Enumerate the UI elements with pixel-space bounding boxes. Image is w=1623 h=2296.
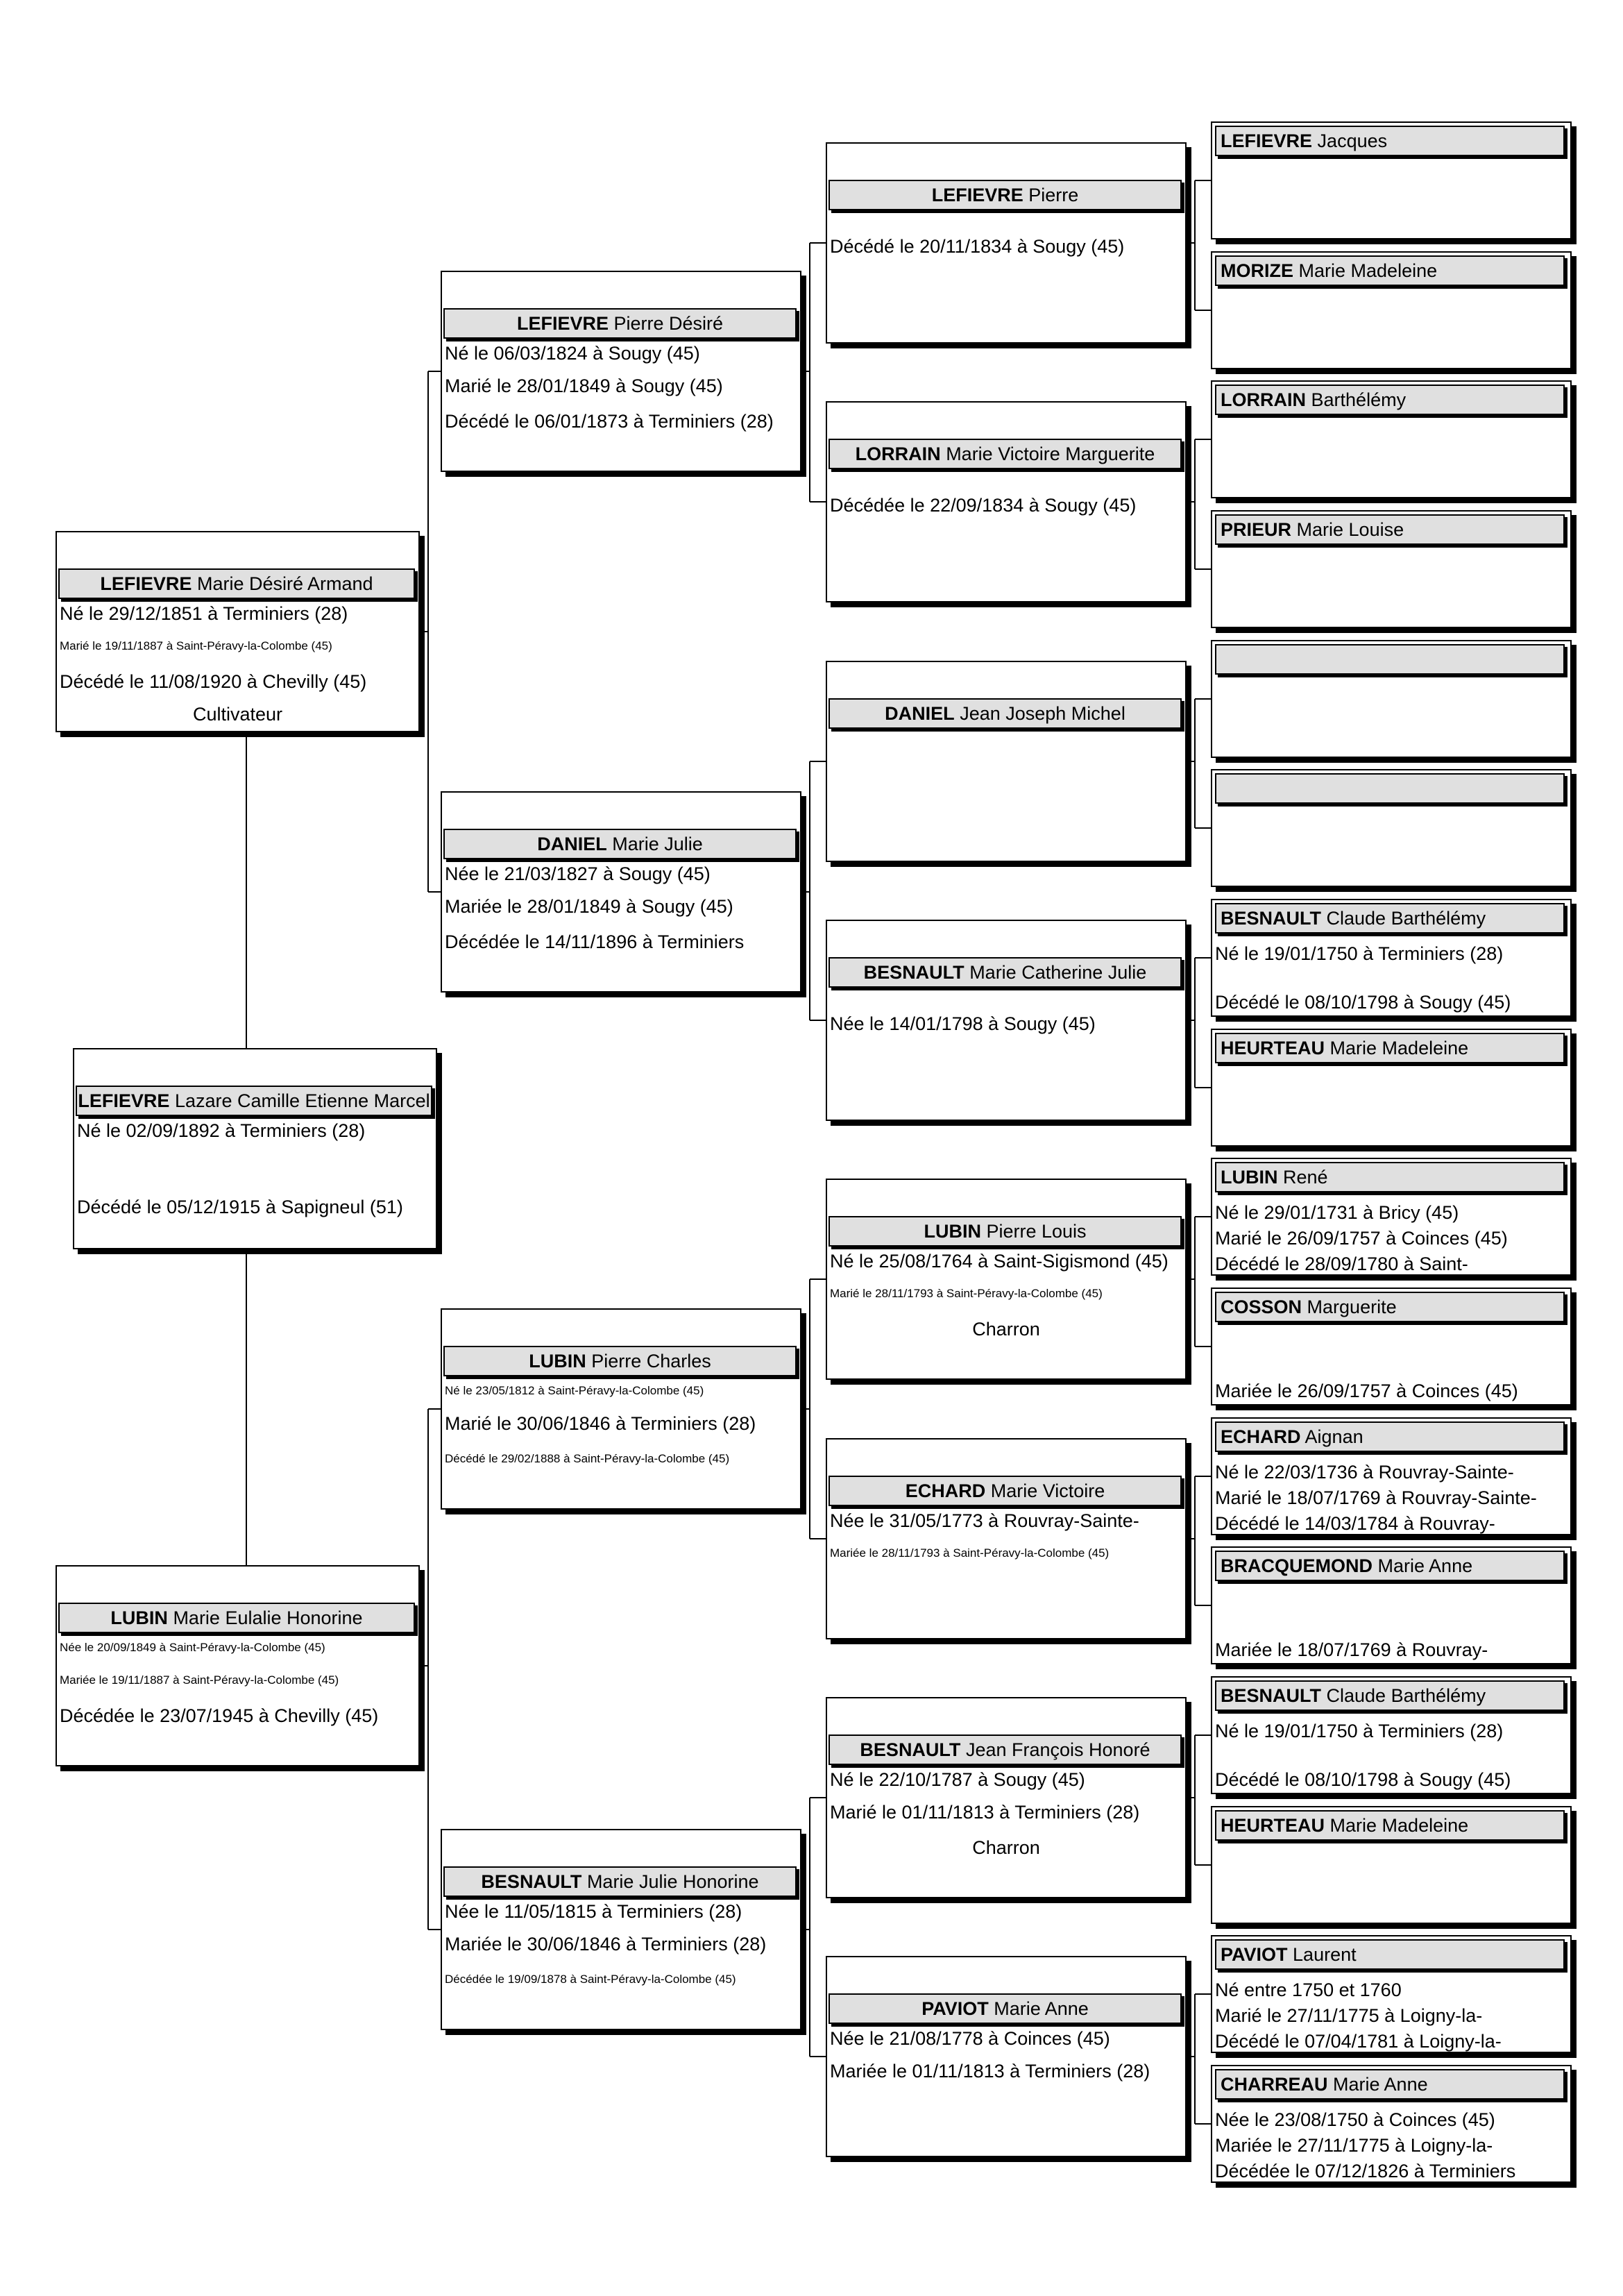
person-name (829, 1993, 1182, 2024)
person-box (1211, 251, 1572, 369)
person-name (1215, 1421, 1565, 1452)
person-name (1215, 903, 1565, 934)
life-event: Née le 23/08/1750 à Coinces (45) (1215, 2109, 1495, 2130)
surname: PAVIOT (1221, 1944, 1288, 1965)
given-names: René (1283, 1167, 1328, 1188)
life-event: Né le 19/01/1750 à Terminiers (28) (1215, 1721, 1504, 1741)
given-names: Marie Julie Honorine (586, 1871, 759, 1892)
given-names: Pierre (1028, 185, 1079, 205)
life-event: Née le 21/08/1778 à Coinces (45) (830, 2028, 1110, 2049)
surname: PRIEUR (1221, 519, 1292, 540)
person-box (73, 1048, 437, 1249)
person-box (1211, 640, 1572, 758)
person-name (1215, 1680, 1565, 1711)
life-event: Née le 21/03/1827 à Sougy (45) (445, 863, 711, 884)
person-box (1211, 1029, 1572, 1147)
person-box (1211, 1158, 1572, 1276)
life-event: Charron (972, 1837, 1040, 1858)
person-box (1211, 899, 1572, 1017)
person-name (1215, 126, 1565, 156)
given-names: Marie Catherine Julie (969, 962, 1147, 983)
surname: LUBIN (110, 1607, 168, 1628)
person-box (441, 1308, 801, 1510)
given-names: Marie Anne (1333, 2074, 1428, 2095)
life-event: Décédé le 29/02/1888 à Saint-Péravy-la-Colombe (45) (445, 1452, 730, 1465)
life-event: Né le 22/03/1736 à Rouvray-Sainte- (1215, 1462, 1514, 1483)
person-name (443, 308, 797, 339)
life-event: Mariée le 01/11/1813 à Terminiers (28) (830, 2061, 1150, 2082)
life-event: Décédée le 14/11/1896 à Terminiers (445, 931, 745, 952)
surname: LEFIEVRE (78, 1090, 170, 1111)
person-name (1215, 1939, 1565, 1970)
person-box (826, 401, 1187, 602)
given-names: Pierre Louis (986, 1221, 1087, 1242)
given-names: Marie Louise (1296, 519, 1404, 540)
person-box (826, 1956, 1187, 2157)
person-name (1215, 644, 1565, 675)
surname: HEURTEAU (1221, 1038, 1325, 1058)
person-name (829, 439, 1182, 469)
surname: BESNAULT (1221, 908, 1321, 929)
given-names: Marie Eulalie Honorine (173, 1607, 363, 1628)
given-names: Marie Désiré Armand (196, 573, 373, 594)
person-box (441, 791, 801, 993)
life-event: Né le 22/10/1787 à Sougy (45) (830, 1769, 1085, 1790)
life-event: Marié le 26/09/1757 à Coinces (45) (1215, 1228, 1508, 1249)
person-box (826, 1438, 1187, 1639)
person-box (1211, 1935, 1572, 2053)
life-event: Décédée le 19/09/1878 à Saint-Péravy-la-Colombe (45) (445, 1973, 736, 1986)
person-name (829, 1476, 1182, 1506)
life-event: Mariée le 28/11/1793 à Saint-Péravy-la-Colombe (45) (830, 1546, 1110, 1560)
given-names: Marie Madeleine (1298, 260, 1438, 281)
given-names: Marguerite (1307, 1297, 1397, 1317)
given-names: Aignan (1305, 1426, 1363, 1447)
surname: LORRAIN (1221, 389, 1306, 410)
given-names: Lazare Camille Etienne Marcel (174, 1090, 430, 1111)
surname: BESNAULT (1221, 1685, 1321, 1706)
life-event: Décédé le 28/09/1780 à Saint- (1215, 1253, 1468, 1274)
life-event: Né le 23/05/1812 à Saint-Péravy-la-Colombe (45) (445, 1384, 704, 1397)
life-event: Marié le 27/11/1775 à Loigny-la- (1215, 2005, 1483, 2026)
person-name (1215, 1810, 1565, 1841)
given-names: Jean François Honoré (965, 1739, 1150, 1760)
person-name (829, 698, 1182, 729)
given-names: Pierre Charles (591, 1351, 711, 1371)
person-name (1215, 1033, 1565, 1063)
life-event: Décédé le 07/04/1781 à Loigny-la- (1215, 2031, 1502, 2052)
person-box (1211, 380, 1572, 498)
life-event: Décédé le 08/10/1798 à Sougy (45) (1215, 992, 1511, 1013)
life-event: Née le 31/05/1773 à Rouvray-Sainte- (830, 1510, 1139, 1531)
surname: ECHARD (905, 1480, 986, 1501)
person-name (1215, 385, 1565, 415)
given-names: Marie Anne (994, 1998, 1089, 2019)
person-name (1215, 1551, 1565, 1581)
given-names: Jacques (1317, 130, 1388, 151)
person-box (1211, 510, 1572, 628)
life-event: Décédé le 06/01/1873 à Terminiers (28) (445, 411, 774, 432)
surname: LEFIEVRE (100, 573, 192, 594)
given-names: Claude Barthélémy (1326, 908, 1486, 929)
person-box (56, 531, 420, 732)
surname: PAVIOT (921, 1998, 989, 2019)
life-event: Décédé le 05/12/1915 à Sapigneul (51) (77, 1197, 403, 1217)
person-box (826, 920, 1187, 1121)
person-name (58, 1603, 415, 1633)
surname: LUBIN (529, 1351, 586, 1371)
person-name (829, 1734, 1182, 1765)
life-event: Décédée le 23/07/1945 à Chevilly (45) (60, 1705, 379, 1726)
surname: LEFIEVRE (1221, 130, 1313, 151)
person-box (826, 1697, 1187, 1898)
given-names: Barthélémy (1311, 389, 1407, 410)
person-box (1211, 2065, 1572, 2183)
life-event: Née le 11/05/1815 à Terminiers (28) (445, 1901, 742, 1922)
person-box (56, 1565, 420, 1766)
surname: HEURTEAU (1221, 1815, 1325, 1836)
person-box (826, 142, 1187, 344)
life-event: Cultivateur (192, 704, 283, 725)
life-event: Décédée le 22/09/1834 à Sougy (45) (830, 494, 1137, 516)
life-event: Né le 29/01/1731 à Bricy (45) (1215, 1202, 1459, 1223)
surname: BESNAULT (481, 1871, 582, 1892)
person-name (829, 957, 1182, 988)
person-name (76, 1086, 432, 1116)
life-event: Marié le 19/11/1887 à Saint-Péravy-la-Colombe (45) (60, 639, 332, 652)
surname: LUBIN (924, 1221, 981, 1242)
surname: CHARREAU (1221, 2074, 1328, 2095)
person-box (826, 661, 1187, 862)
person-box (1211, 1417, 1572, 1535)
given-names: Laurent (1293, 1944, 1357, 1965)
life-event: Né le 29/12/1851 à Terminiers (28) (60, 603, 348, 624)
person-name (1215, 2069, 1565, 2100)
surname: DANIEL (537, 834, 607, 854)
life-event: Mariée le 28/01/1849 à Sougy (45) (445, 896, 733, 917)
life-event: Mariée le 27/11/1775 à Loigny-la- (1215, 2135, 1493, 2156)
person-box (1211, 769, 1572, 887)
person-name (58, 568, 415, 599)
given-names: Marie Victoire (990, 1480, 1105, 1501)
person-name (1215, 514, 1565, 545)
given-names: Marie Madeleine (1329, 1038, 1469, 1058)
person-name (829, 1216, 1182, 1247)
person-name (1215, 773, 1565, 804)
person-box (1211, 1806, 1572, 1924)
surname: ECHARD (1221, 1426, 1301, 1447)
life-event: Mariée le 19/11/1887 à Saint-Péravy-la-Colombe (45) (60, 1673, 339, 1687)
surname: LORRAIN (855, 444, 941, 464)
given-names: Marie Julie (612, 834, 703, 854)
person-name (1215, 255, 1565, 286)
surname: BESNAULT (860, 1739, 961, 1760)
life-event: Décédée le 07/12/1826 à Terminiers (1215, 2161, 1516, 2181)
given-names: Marie Anne (1377, 1555, 1473, 1576)
surname: BRACQUEMOND (1221, 1555, 1373, 1576)
surname: LEFIEVRE (516, 313, 609, 334)
life-event: Marié le 01/11/1813 à Terminiers (28) (830, 1802, 1140, 1823)
life-event: Mariée le 26/09/1757 à Coinces (45) (1215, 1381, 1518, 1401)
life-event: Né le 19/01/1750 à Terminiers (28) (1215, 943, 1504, 964)
life-event: Né le 25/08/1764 à Saint-Sigismond (45) (830, 1251, 1169, 1272)
given-names: Jean Joseph Michel (960, 703, 1125, 724)
person-box (1211, 1288, 1572, 1406)
life-event: Charron (972, 1319, 1040, 1340)
life-event: Marié le 30/06/1846 à Terminiers (28) (445, 1413, 756, 1434)
surname: LEFIEVRE (931, 185, 1023, 205)
life-event: Née le 20/09/1849 à Saint-Péravy-la-Colombe (45) (60, 1641, 325, 1654)
life-event: Mariée le 18/07/1769 à Rouvray- (1215, 1639, 1488, 1660)
given-names: Marie Victoire Marguerite (946, 444, 1155, 464)
person-box (1211, 1676, 1572, 1794)
life-event: Marié le 28/11/1793 à Saint-Péravy-la-Colombe (45) (830, 1287, 1103, 1300)
life-event: Décédé le 08/10/1798 à Sougy (45) (1215, 1769, 1511, 1790)
person-name (1215, 1292, 1565, 1322)
surname: BESNAULT (863, 962, 965, 983)
life-event: Né entre 1750 et 1760 (1215, 1980, 1402, 2000)
person-name (443, 1866, 797, 1897)
life-event: Décédé le 14/03/1784 à Rouvray- (1215, 1513, 1495, 1534)
person-name (829, 180, 1182, 210)
life-event: Né le 02/09/1892 à Terminiers (28) (77, 1120, 366, 1141)
life-event: Marié le 28/01/1849 à Sougy (45) (445, 375, 723, 396)
given-names: Claude Barthélémy (1326, 1685, 1486, 1706)
surname: DANIEL (885, 703, 955, 724)
life-event: Marié le 18/07/1769 à Rouvray-Sainte- (1215, 1487, 1537, 1508)
given-names: Pierre Désiré (613, 313, 724, 334)
person-name (443, 1346, 797, 1376)
life-event: Née le 14/01/1798 à Sougy (45) (830, 1013, 1096, 1034)
person-name (1215, 1162, 1565, 1192)
person-box (441, 1829, 801, 2030)
life-event: Mariée le 30/06/1846 à Terminiers (28) (445, 1934, 767, 1955)
given-names: Marie Madeleine (1329, 1815, 1469, 1836)
life-event: Décédé le 20/11/1834 à Sougy (45) (830, 235, 1125, 257)
life-event: Décédé le 11/08/1920 à Chevilly (45) (60, 671, 367, 692)
person-box (1211, 121, 1572, 239)
surname: COSSON (1221, 1297, 1302, 1317)
person-name (443, 829, 797, 859)
person-box (1211, 1546, 1572, 1664)
person-box (826, 1179, 1187, 1380)
life-event: Né le 06/03/1824 à Sougy (45) (445, 343, 700, 364)
person-box (441, 271, 801, 472)
surname: LUBIN (1221, 1167, 1278, 1188)
surname: MORIZE (1221, 260, 1293, 281)
